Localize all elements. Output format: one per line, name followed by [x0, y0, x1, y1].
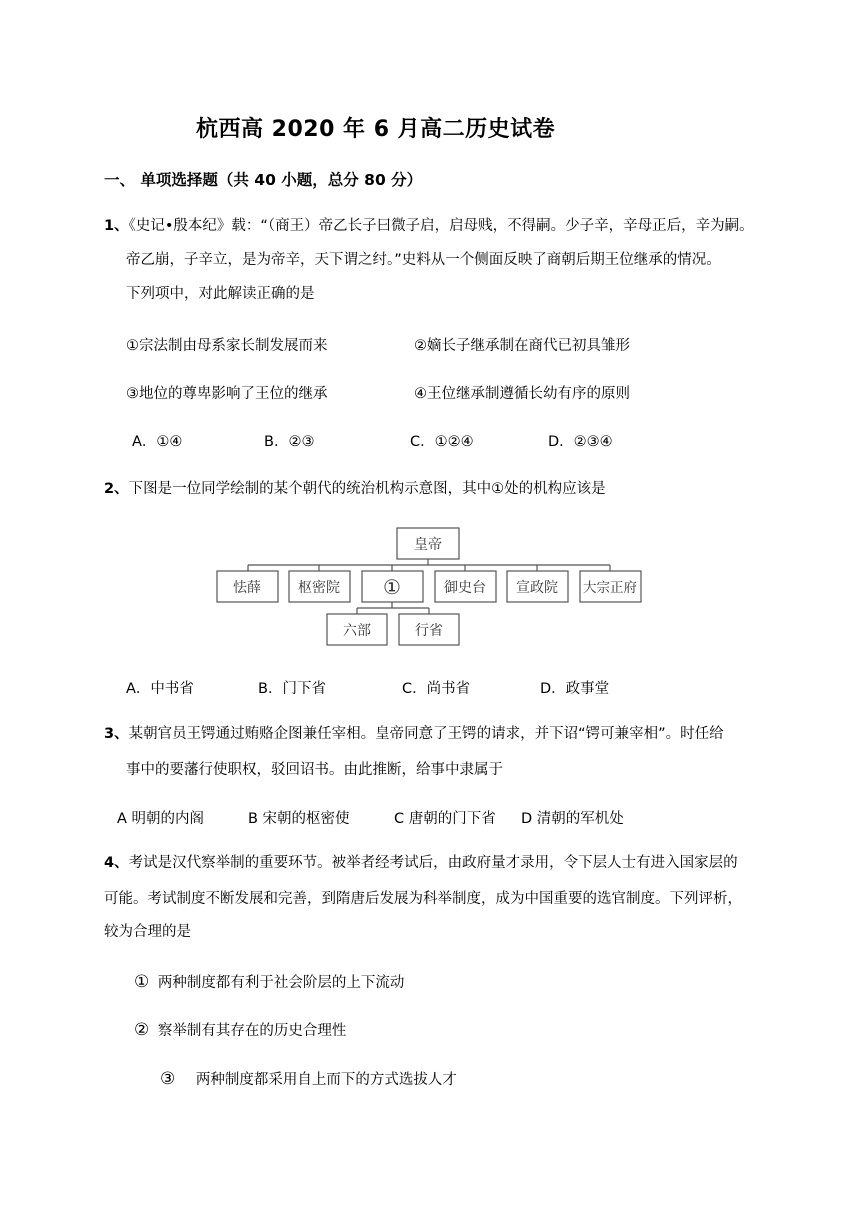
diagram-label: 大宗正府 — [583, 580, 637, 596]
statement: ②嫡长子继承制在商代已初具雏形 — [414, 338, 630, 354]
item-marker: ③ — [160, 1069, 176, 1089]
answer-option-c: C．①②④ — [410, 434, 474, 450]
question-text-line: 帝乙崩，子辛立，是为帝辛，天下谓之纣。”史料从一个侧面反映了商朝后期王位继承的情况。 — [126, 252, 721, 268]
diagram-label: 宣政院 — [516, 580, 558, 596]
item-marker: ② — [134, 1020, 150, 1040]
statement: ③地位的尊卑影响了王位的继承 — [126, 386, 328, 402]
question-text-line: 可能。考试制度不断发展和完善，到隋唐后发展为科举制度，成为中国重要的选官制度。下列评析， — [104, 891, 742, 907]
question-text-line: 某朝官员王锷通过贿赂企图兼任宰相。皇帝同意了王锷的请求，并下诏“锷可兼宰相”。时任给 — [128, 726, 724, 742]
evaluation-item — [134, 971, 404, 992]
diagram-label-unknown: ① — [383, 575, 401, 599]
answer-option-b: B 宋朝的枢密使 — [248, 811, 350, 827]
answer-option-d: D 清朝的军机处 — [521, 811, 624, 827]
evaluation-item — [160, 1068, 457, 1089]
statement: ④王位继承制遵循长幼有序的原则 — [414, 386, 630, 402]
diagram-label-top: 皇帝 — [414, 537, 442, 553]
answer-option-b: B．门下省 — [258, 681, 326, 697]
question-number: 2、 — [104, 481, 129, 497]
question-text-line: 下列项中，对此解读正确的是 — [126, 286, 315, 302]
question-text-line: 较为合理的是 — [104, 924, 191, 940]
answer-option-c: C．尚书省 — [402, 681, 471, 697]
question-3 — [104, 719, 724, 750]
answer-option-a: A．①④ — [132, 434, 183, 450]
answer-option-a: A．中书省 — [126, 681, 194, 697]
question-4 — [104, 848, 738, 879]
section-heading: 一、 单项选择题（共 40 小题，总分 80 分） — [104, 171, 423, 189]
answer-option-d: D．政事堂 — [540, 681, 610, 697]
statement: ①宗法制由母系家长制发展而来 — [126, 338, 328, 354]
page-title: 杭西高 2020 年 6 月高二历史试卷 — [196, 117, 556, 142]
evaluation-item — [134, 1019, 346, 1040]
diagram-label: 枢密院 — [298, 580, 340, 596]
item-text: 两种制度都有利于社会阶层的上下流动 — [157, 975, 405, 991]
question-text-line: 事中的要藩行使职权，驳回诏书。由此推断，给事中隶属于 — [126, 762, 503, 778]
diagram-label: 怯薛 — [233, 580, 261, 596]
diagram-label: 六部 — [343, 623, 371, 639]
item-text: 察举制有其存在的历史合理性 — [157, 1023, 347, 1039]
diagram-label: 行省 — [415, 623, 443, 639]
question-number: 3、 — [104, 726, 129, 742]
answer-option-d: D．②③④ — [548, 434, 613, 450]
item-marker: ① — [134, 972, 150, 992]
diagram-label: 御史台 — [444, 580, 486, 596]
question-text: 下图是一位同学绘制的某个朝代的统治机构示意图，其中①处的机构应该是 — [128, 481, 606, 497]
answer-option-c: C 唐朝的门下省 — [394, 811, 496, 827]
answer-option-b: B．②③ — [264, 434, 315, 450]
item-text: 两种制度都采用自上而下的方式选拔人才 — [195, 1072, 457, 1088]
question-number: 4、 — [104, 855, 129, 871]
question-text-line: 《史记•殷本纪》载：“（商王）帝乙长子曰微子启，启母贱，不得嗣。少子辛，辛母正后，辛为嗣。 — [128, 218, 754, 234]
question-text-line: 考试是汉代察举制的重要环节。被举者经考试后，由政府量才录用，令下层人士有进入国家层的 — [128, 855, 738, 871]
question-number: 1、 — [104, 218, 129, 234]
answer-option-a: A 明朝的内阁 — [117, 811, 205, 827]
